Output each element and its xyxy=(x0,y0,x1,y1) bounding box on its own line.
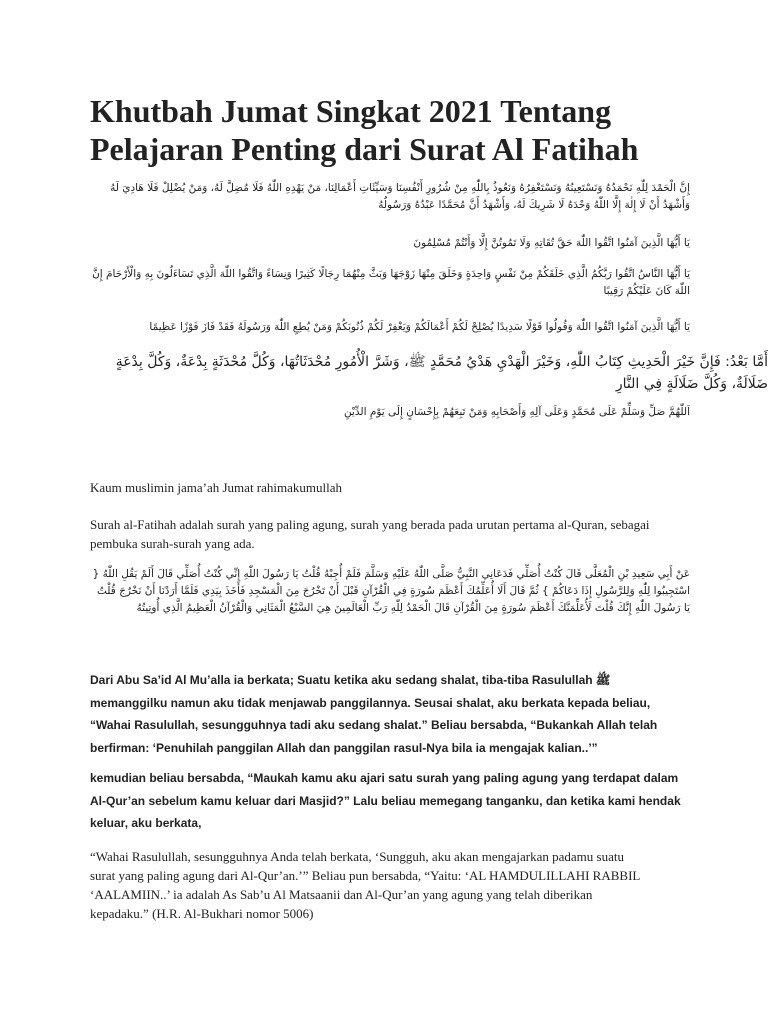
arabic-verse-an-nisa: يَا أَيُّهَا النَّاسُ اتَّقُوا رَبَّكُمُ الَّذِي خَلَقَكُمْ مِنْ نَفْسٍ وَاحِدَةٍ وَخَلَقَ مِنْهَا زَوْجَهَا وَبَثَّ مِنْهُمَا رِجَالًا كَثِيرًا وَنِسَاءً وَاتَّقُوا اللّٰهَ الَّذِي تَسَاءَلُونَ بِهِ وَالْأَرْحَامَ إِنَّ اللّٰهَ كَانَ عَلَيْكُمْ رَقِيبًا xyxy=(92,268,690,297)
arabic-amma-badu: أَمَّا بَعْدُ: فَإِنَّ خَيْرَ الْحَدِيثِ كِتَابُ اللّٰهِ، وَخَيْرَ الْهَدْيِ هَدْيُ مُحَمَّدٍ ﷺ، وَشَرَّ الْأُمُورِ مُحْدَثَاتُهَا، وَكُلَّ مُحْدَثَةٍ بِدْعَةٌ، وَكُلَّ بِدْعَةٍ ضَلَالَةٌ، وَكُلَّ ضَلَالَةٍ فِي النَّارِ xyxy=(115,354,768,392)
arabic-salawat: اَللّٰهُمَّ صَلِّ وَسَلِّمْ عَلَى مُحَمَّدٍ وَعَلَى آلِهِ وَأَصْحَابِهِ وَمَنْ تَبِعَهُمْ بِإِحْسَانٍ إِلَى يَوْمِ الدِّيْنِ xyxy=(343,406,690,418)
article-title: Khutbah Jumat Singkat 2021 Tentang Pelajaran Penting dari Surat Al Fatihah xyxy=(90,93,639,167)
intro-paragraph: Surah al-Fatihah adalah surah yang paling agung, surah yang berada pada urutan pertama al-Quran, sebagai pembuka surah-surah yang ada. xyxy=(90,517,650,551)
arabic-verse-ali-imran: يَا أَيُّهَا الَّذِينَ آمَنُوا اتَّقُوا اللّٰهَ حَقَّ تُقَاتِهِ وَلَا تَمُوتُنَّ إِلَّا وَأَنْتُمْ مُسْلِمُونَ xyxy=(413,237,690,249)
arabic-opening-praise: إِنَّ الْحَمْدَ لِلّٰهِ نَحْمَدُهُ وَنَسْتَعِينُهُ وَنَسْتَغْفِرُهُ وَنَعُوذُ بِاللّٰهِ مِنْ شُرُورِ أَنْفُسِنَا وَسَيِّئَاتِ أَعْمَالِنَا، مَنْ يَهْدِهِ اللّٰهُ فَلَا مُضِلَّ لَهُ، وَمَنْ يُضْلِلْ فَلَا هَادِيَ لَهُ وَأَشْهَدُ أَنْ لَا إِلٰهَ إِلَّا اللّٰهُ وَحْدَهُ لَا شَرِيكَ لَهُ، وَأَشْهَدُ أَنَّ مُحَمَّدًا عَبْدُهُ وَرَسُولُهُ xyxy=(110,182,690,211)
arabic-hadith: عَنْ أَبِي سَعِيدِ بْنِ الْمُعَلَّى قَالَ كُنْتُ أُصَلِّي فَدَعَانِي النَّبِيُّ صَلَّى اللّٰهُ عَلَيْهِ وَسَلَّمَ فَلَمْ أُجِبْهُ قُلْتُ يَا رَسُولَ اللّٰهِ إِنِّي كُنْتُ أُصَلِّي قَالَ أَلَمْ يَقُلِ اللّٰهُ { اسْتَجِيبُوا لِلّٰهِ وَلِلرَّسُولِ إِذَا دَعَاكُمْ } ثُمَّ قَالَ أَلَا أُعَلِّمُكَ أَعْظَمَ سُورَةٍ فِي الْقُرْآنِ قَبْلَ أَنْ تَخْرُجَ مِنَ الْمَسْجِدِ فَأَخَذَ بِيَدِي فَلَمَّا أَرَدْنَا أَنْ نَخْرُجَ قُلْتُ يَا رَسُولَ اللّٰهِ إِنَّكَ قُلْتَ لَأُعَلِّمَنَّكَ أَعْظَمَ سُورَةٍ مِنَ الْقُرْآنِ قَالَ الْحَمْدُ لِلّٰهِ رَبِّ الْعَالَمِينَ هِيَ السَّبْعُ الْمَثَانِي وَالْقُرْآنُ الْعَظِيمُ الَّذِي أُوتِيتُهُ xyxy=(92,568,690,614)
hadith-translation-part-3: “Wahai Rasulullah, sesungguhnya Anda telah berkata, ‘Sungguh, aku akan mengajarkan padamu suatu surat yang paling agung dari Al-Qur’an.’” Beliau pun bersabda, “Yaitu: ‘AL HAMDULILLAHI RABBIL ‘AALAMIIN..’ ia adalah As Sab’u Al Matsaanii dan Al-Qur’an yang agung yang telah diberikan kepadaku.” (H.R. Al-Bukhari nomor 5006) xyxy=(90,849,640,921)
greeting-text: Kaum muslimin jama’ah Jumat rahimakumullah xyxy=(90,480,343,495)
hadith-translation-part-1: Dari Abu Sa’id Al Mu’alla ia berkata; Suatu ketika aku sedang shalat, tiba-tiba Rasulullah ﷺ memanggilku namun aku tidak menjawab panggilannya. Seusai shalat, aku berkata kepada beliau, “Wahai Rasulullah, sesungguhnya tadi aku sedang shalat.” Beliau bersabda, “Bukankah Allah telah berfirman: ‘Penuhilah panggilan Allah dan panggilan rasul-Nya bila ia mengajak kalian..’” xyxy=(90,673,658,755)
hadith-translation-part-2: kemudian beliau bersabda, “Maukah kamu aku ajari satu surah yang paling agung yang terdapat dalam Al-Qur’an sebelum kamu keluar dari Masjid?” Lalu beliau memegang tanganku, dan ketika kami hendak keluar, aku berkata, xyxy=(90,771,681,830)
arabic-verse-al-ahzab: يَا أَيُّهَا الَّذِينَ آمَنُوا اتَّقُوا اللّٰهَ وَقُولُوا قَوْلًا سَدِيدًا يُصْلِحْ لَكُمْ أَعْمَالَكُمْ وَيَغْفِرْ لَكُمْ ذُنُوبَكُمْ وَمَنْ يُطِعِ اللّٰهَ وَرَسُولَهُ فَقَدْ فَازَ فَوْزًا عَظِيمًا xyxy=(149,321,690,333)
